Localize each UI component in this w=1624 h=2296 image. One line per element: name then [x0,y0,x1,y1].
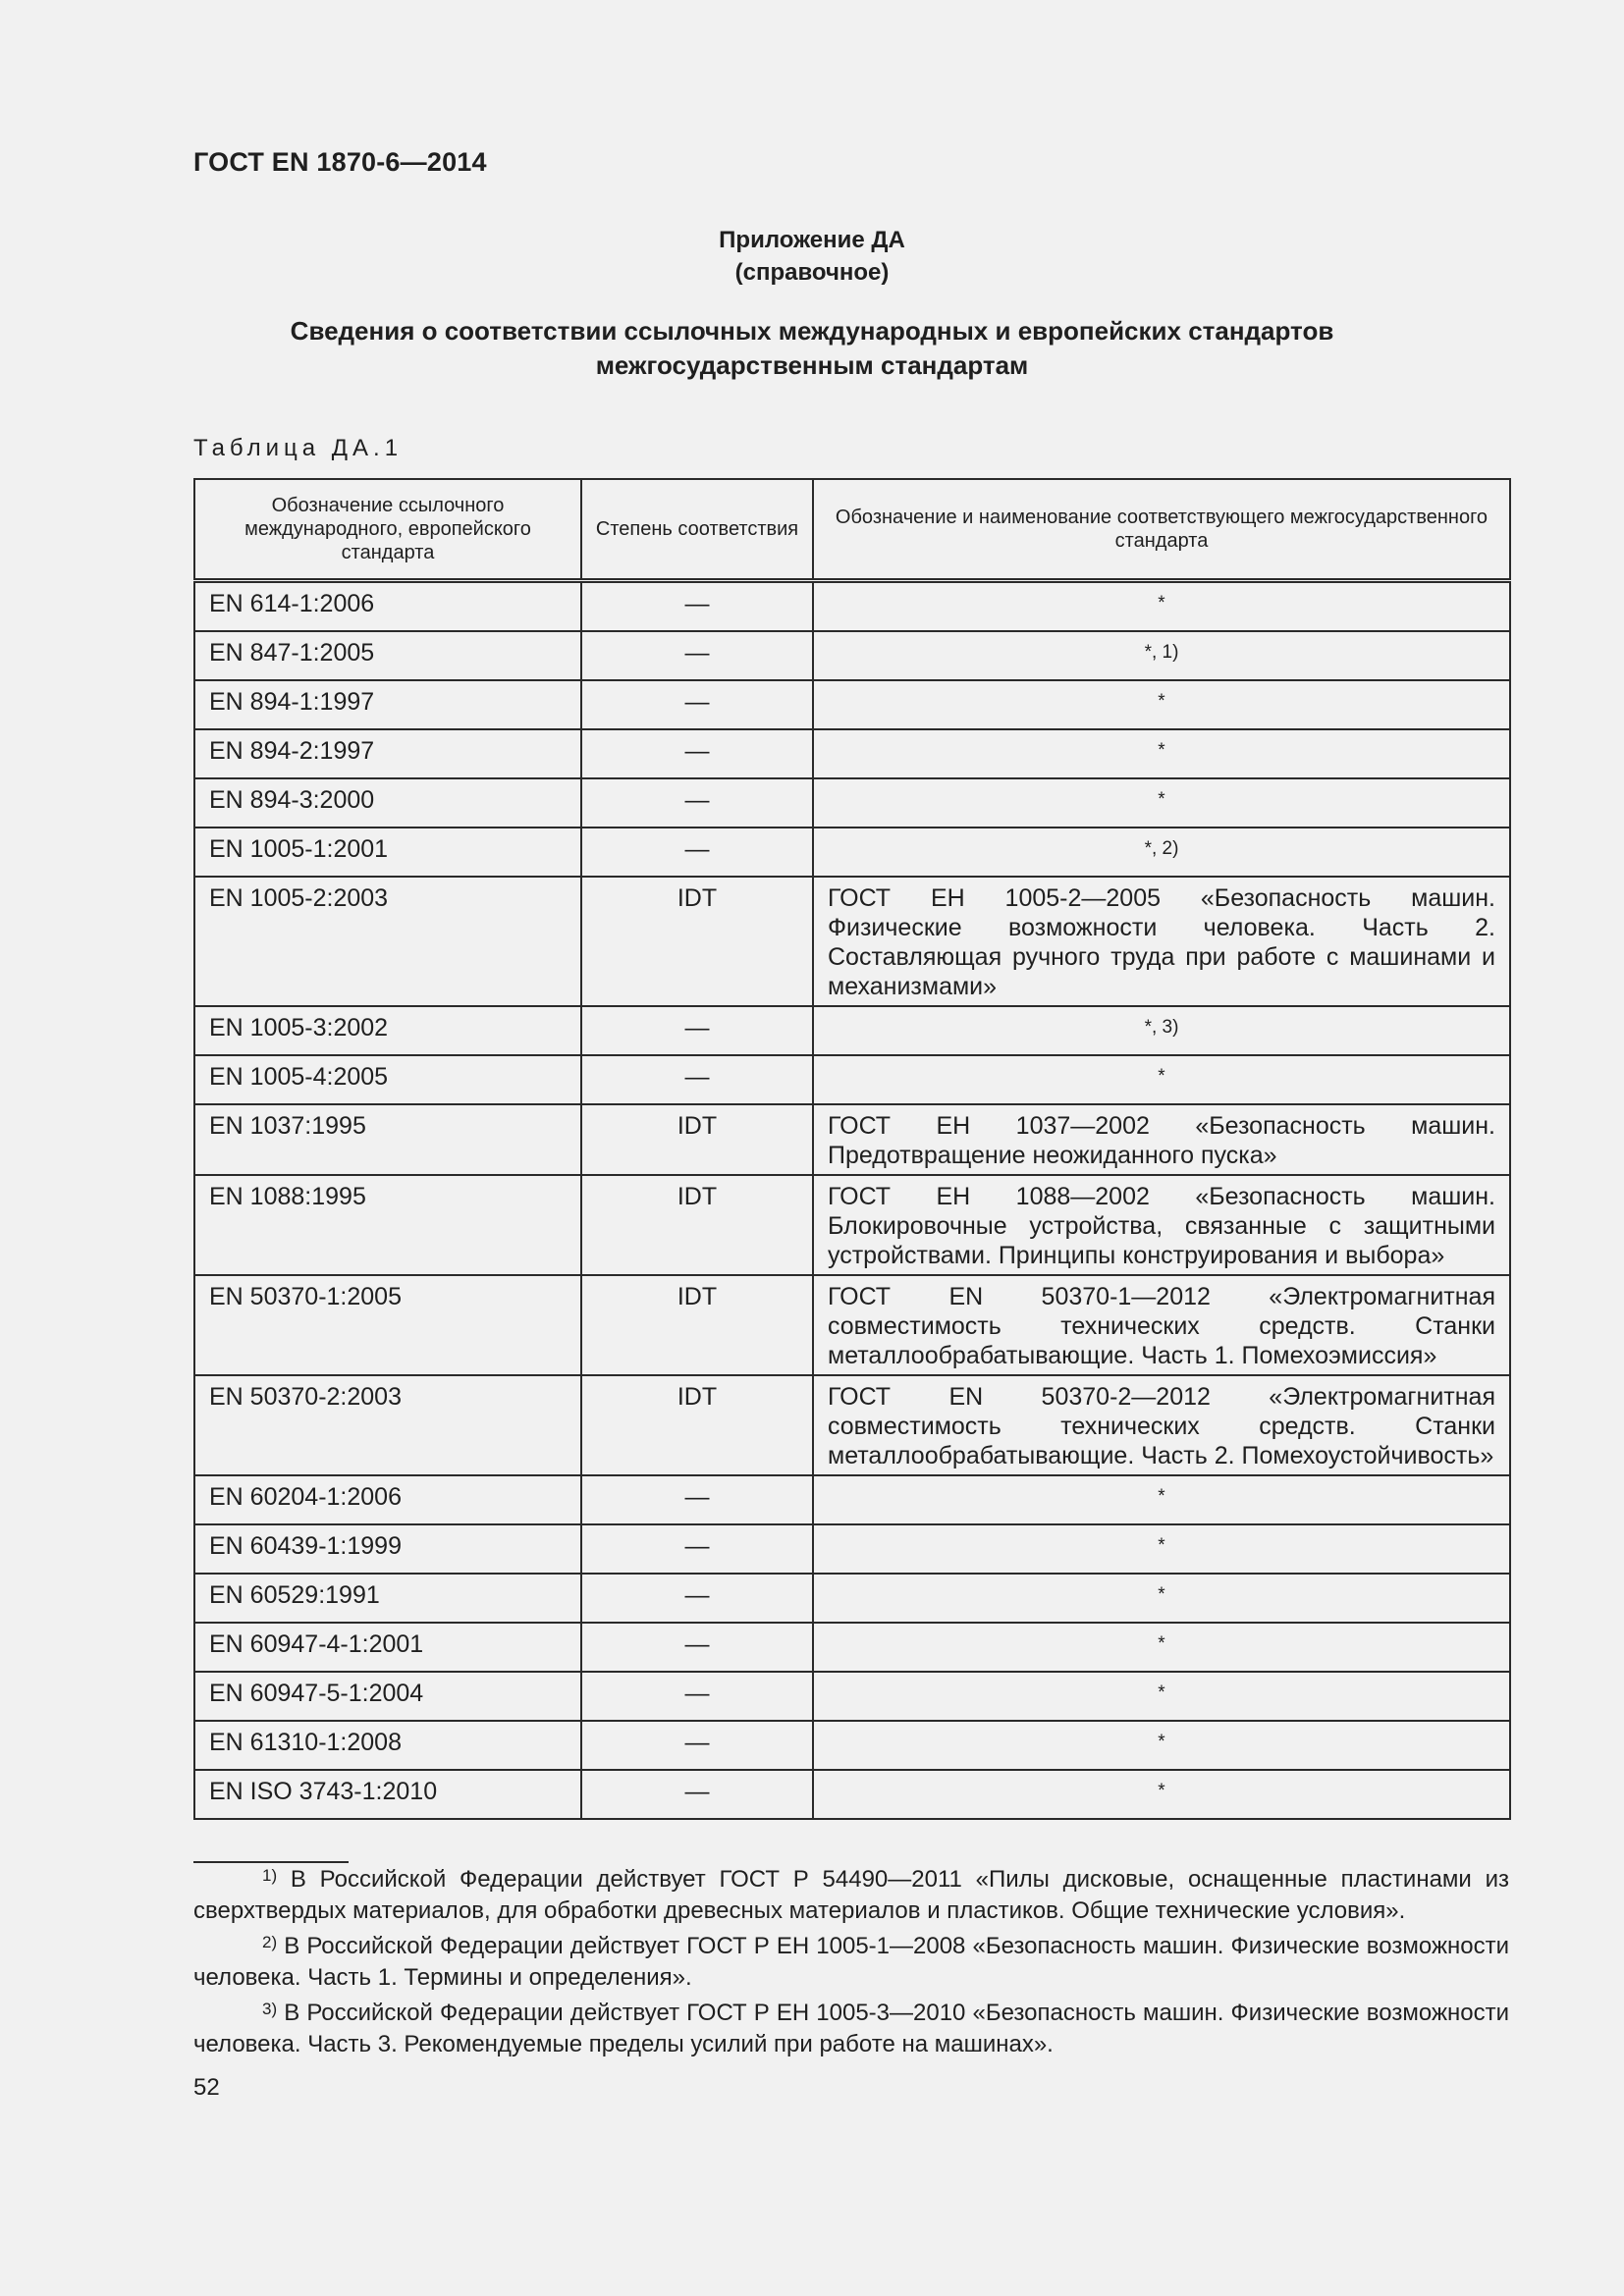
footnotes [193,1864,1509,2064]
table-row [194,1770,1510,1819]
table-row [194,1104,1510,1175]
cell-gost: * [813,1770,1510,1819]
table-row [194,680,1510,729]
table-row [194,1175,1510,1275]
cell-gost: * [813,1672,1510,1721]
cell-gost: * [813,1623,1510,1672]
cell-gost: ГОСТ EN 50370-2—2012 «Электромагнитная совместимость технических средств. Станки металлообрабатывающие. Часть 2. Помехоустойчивость» [813,1375,1510,1475]
footnote-3 [193,1998,1509,2060]
cell-degree: — [581,1672,813,1721]
cell-reference: EN 60529:1991 [194,1574,581,1623]
footnote-2 [193,1931,1509,1994]
cell-reference: EN 50370-1:2005 [194,1275,581,1375]
cell-degree: — [581,1721,813,1770]
heading-line-1: Сведения о соответствии ссылочных международных и европейских стандартов [290,316,1334,346]
cell-gost: * [813,729,1510,778]
page-number: 52 [193,2074,220,2101]
document-code: ГОСТ EN 1870-6—2014 [193,147,487,177]
footnote-mark: 1) [262,1866,278,1885]
cell-reference: EN 894-2:1997 [194,729,581,778]
cell-degree: — [581,1475,813,1524]
cell-degree: — [581,729,813,778]
table-row [194,581,1510,632]
cell-gost: * [813,1055,1510,1104]
cell-gost: * [813,1475,1510,1524]
cell-gost: * [813,680,1510,729]
table-row [194,828,1510,877]
cell-reference: EN 1005-1:2001 [194,828,581,877]
heading-line-2: межгосударственным стандартам [595,350,1029,380]
cell-reference: EN 1005-2:2003 [194,877,581,1006]
footnote-divider [193,1861,349,1863]
cell-gost: ГОСТ EN 50370-1—2012 «Электромагнитная совместимость технических средств. Станки металлообрабатывающие. Часть 1. Помехоэмиссия» [813,1275,1510,1375]
cell-reference: EN 1088:1995 [194,1175,581,1275]
table-row [194,1275,1510,1375]
cell-degree: — [581,1006,813,1055]
table-header-row [194,479,1510,581]
cell-reference: EN 60439-1:1999 [194,1524,581,1574]
table-row [194,1006,1510,1055]
footnote-text: В Российской Федерации действует ГОСТ Р ЕН 1005-1—2008 «Безопасность машин. Физические возможности человека. Часть 1. Термины и определения». [193,1933,1509,1991]
table-row [194,1623,1510,1672]
section-heading [0,314,1624,383]
cell-reference: EN 60947-4-1:2001 [194,1623,581,1672]
cell-degree: IDT [581,1375,813,1475]
column-header-reference: Обозначение ссылочного международного, европейского стандарта [194,479,581,581]
table-row [194,729,1510,778]
cell-gost: * [813,1721,1510,1770]
cell-degree: IDT [581,1275,813,1375]
cell-gost: ГОСТ ЕН 1005-2—2005 «Безопасность машин. Физические возможности человека. Часть 2. Составляющая ручного труда при работе с машинами и механизмами» [813,877,1510,1006]
table-row [194,1721,1510,1770]
footnote-mark: 2) [262,1933,278,1951]
cell-gost: * [813,1574,1510,1623]
cell-reference: EN 847-1:2005 [194,631,581,680]
footnote-1 [193,1864,1509,1927]
cell-degree: — [581,680,813,729]
cell-degree: — [581,1524,813,1574]
cell-reference: EN 894-3:2000 [194,778,581,828]
cell-degree: IDT [581,1104,813,1175]
table-row [194,1055,1510,1104]
footnote-text: В Российской Федерации действует ГОСТ Р ЕН 1005-3—2010 «Безопасность машин. Физические возможности человека. Часть 3. Рекомендуемые пределы усилий при работе на машинах». [193,2000,1509,2057]
cell-gost: *, 3) [813,1006,1510,1055]
table-row [194,778,1510,828]
column-header-gost: Обозначение и наименование соответствующего межгосударственного стандарта [813,479,1510,581]
cell-reference: EN 894-1:1997 [194,680,581,729]
table-row [194,631,1510,680]
table-row [194,1375,1510,1475]
table-row [194,1672,1510,1721]
cell-reference: EN 60947-5-1:2004 [194,1672,581,1721]
cell-gost: *, 2) [813,828,1510,877]
cell-reference: EN 61310-1:2008 [194,1721,581,1770]
footnote-text: В Российской Федерации действует ГОСТ Р 54490—2011 «Пилы дисковые, оснащенные пластинами из сверхтвердых материалов, для обработки древесных материалов и пластиков. Общие технические условия». [193,1866,1509,1924]
appendix-block [0,224,1624,289]
table-caption: Таблица ДА.1 [193,435,404,461]
table-row [194,1475,1510,1524]
cell-degree: — [581,631,813,680]
cell-gost: *, 1) [813,631,1510,680]
cell-gost: * [813,778,1510,828]
cell-reference: EN 1037:1995 [194,1104,581,1175]
cell-gost: * [813,1524,1510,1574]
cell-degree: — [581,778,813,828]
cell-reference: EN ISO 3743-1:2010 [194,1770,581,1819]
cell-degree: — [581,1574,813,1623]
cell-degree: IDT [581,1175,813,1275]
cell-gost: ГОСТ ЕН 1037—2002 «Безопасность машин. Предотвращение неожиданного пуска» [813,1104,1510,1175]
cell-reference: EN 1005-4:2005 [194,1055,581,1104]
column-header-degree: Степень соответствия [581,479,813,581]
cell-gost: ГОСТ ЕН 1088—2002 «Безопасность машин. Блокировочные устройства, связанные с защитными устройствами. Принципы конструирования и выбора» [813,1175,1510,1275]
cell-degree: — [581,1055,813,1104]
table-row [194,1524,1510,1574]
cell-degree: — [581,1623,813,1672]
footnote-mark: 3) [262,2000,278,2018]
cell-degree: — [581,828,813,877]
cell-reference: EN 1005-3:2002 [194,1006,581,1055]
cell-degree: — [581,581,813,632]
standards-table [193,478,1511,1820]
table-row [194,877,1510,1006]
cell-degree: — [581,1770,813,1819]
table-row [194,1574,1510,1623]
cell-degree: IDT [581,877,813,1006]
cell-gost: * [813,581,1510,632]
cell-reference: EN 50370-2:2003 [194,1375,581,1475]
cell-reference: EN 60204-1:2006 [194,1475,581,1524]
cell-reference: EN 614-1:2006 [194,581,581,632]
appendix-type: (справочное) [734,259,890,286]
appendix-title: Приложение ДА [719,227,905,253]
